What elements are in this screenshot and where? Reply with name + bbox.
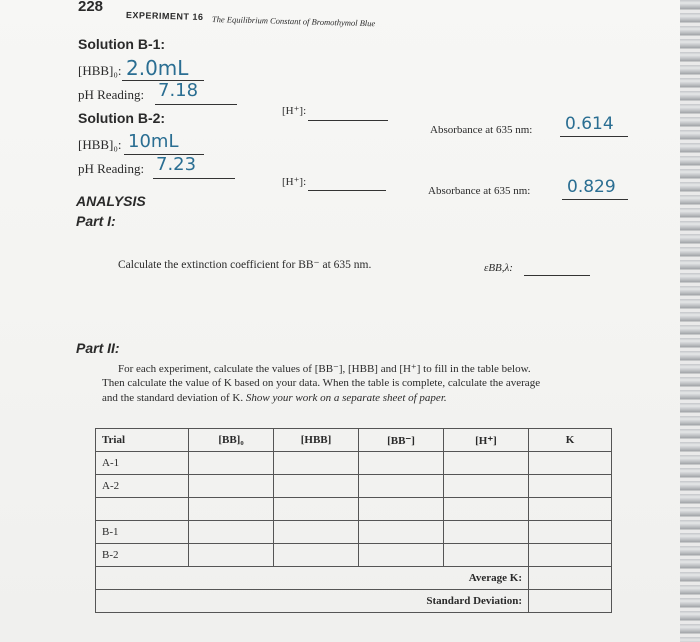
b2-h-label: [H⁺]: — [282, 176, 307, 188]
input-cell[interactable] — [274, 544, 359, 567]
input-cell[interactable] — [189, 498, 274, 521]
input-cell[interactable] — [529, 544, 612, 567]
b1-hbb-label: [HBB]₀: — [78, 63, 122, 78]
part2-line-1: For each experiment, calculate the values of [BB⁻], [HBB] and [H⁺] to fill in the table below. — [118, 363, 531, 375]
header-bb-minus: [BB⁻] — [359, 429, 444, 452]
input-cell[interactable] — [359, 544, 444, 567]
input-cell[interactable] — [529, 521, 612, 544]
header-bb0: [BB]₀ — [189, 429, 274, 452]
notebook-spiral-edge — [680, 0, 700, 642]
epsilon-line — [524, 275, 590, 276]
table-row — [96, 452, 612, 475]
input-cell[interactable] — [529, 498, 612, 521]
b1-ph-label: pH Reading: — [78, 87, 145, 102]
input-cell[interactable] — [189, 475, 274, 498]
trial-cell: B-1 — [96, 521, 189, 544]
part2-line-3-text: and the standard deviation of K. — [102, 392, 246, 404]
part2-heading: Part II: — [76, 340, 120, 356]
input-cell[interactable] — [444, 498, 529, 521]
input-cell[interactable] — [274, 498, 359, 521]
part2-line-3-italic: Show your work on a separate sheet of paper. — [245, 392, 447, 404]
stdev-cell[interactable] — [529, 590, 612, 613]
trial-cell: A-2 — [96, 475, 189, 498]
average-k-label: Average K: — [96, 567, 529, 590]
b1-absorbance-label: Absorbance at 635 nm: — [430, 124, 533, 136]
b1-h-line — [308, 120, 388, 121]
b2-hbb-value: 10mL — [128, 131, 179, 152]
b2-ph-label: pH Reading: — [78, 161, 145, 176]
b2-ph-line — [153, 178, 235, 179]
stdev-label: Standard Deviation: — [96, 590, 529, 613]
input-cell[interactable] — [444, 521, 529, 544]
header-trial: Trial — [96, 429, 189, 452]
b2-h-line — [308, 190, 386, 191]
analysis-heading: ANALYSIS — [76, 193, 146, 209]
b2-absorbance-value: 0.829 — [567, 177, 616, 197]
table-row — [96, 475, 612, 498]
part1-heading: Part I: — [76, 213, 116, 229]
b1-ph-value: 7.18 — [158, 80, 199, 101]
input-cell[interactable] — [529, 452, 612, 475]
table-header-row — [96, 429, 612, 452]
experiment-title: The Equilibrium Constant of Bromothymol Blue — [211, 14, 376, 29]
input-cell[interactable] — [359, 452, 444, 475]
header-hbb: [HBB] — [274, 429, 359, 452]
trial-cell — [96, 498, 189, 521]
b1-absorbance-line — [560, 136, 628, 137]
input-cell[interactable] — [189, 544, 274, 567]
b1-absorbance-value: 0.614 — [565, 114, 614, 134]
experiment-label: EXPERIMENT 16 — [125, 10, 204, 23]
header-k: K — [529, 429, 612, 452]
epsilon-label: εBB,λ: — [484, 262, 513, 274]
header-h-plus: [H⁺] — [444, 429, 529, 452]
b1-ph-line — [155, 104, 237, 105]
average-k-cell[interactable] — [529, 567, 612, 590]
input-cell[interactable] — [189, 521, 274, 544]
input-cell[interactable] — [359, 475, 444, 498]
page-number: 228 — [78, 0, 104, 15]
trial-cell: A-1 — [96, 452, 189, 475]
input-cell[interactable] — [444, 544, 529, 567]
solution-b2-heading: Solution B-2: — [78, 110, 166, 126]
b2-hbb-label: [HBB]₀: — [78, 137, 122, 152]
table-row-stdev — [96, 590, 612, 613]
part1-instruction: Calculate the extinction coefficient for BB⁻ at 635 nm. — [118, 259, 372, 271]
part2-line-2: Then calculate the value of K based on your data. When the table is complete, calculate the average — [102, 377, 541, 389]
trial-cell: B-2 — [96, 544, 189, 567]
b2-absorbance-label: Absorbance at 635 nm: — [428, 185, 531, 197]
table-row — [96, 521, 612, 544]
part2-line-3 — [102, 392, 447, 404]
table-row — [96, 544, 612, 567]
table-row-average — [96, 567, 612, 590]
results-table — [95, 428, 612, 613]
solution-b1-heading: Solution B-1: — [78, 36, 166, 52]
b1-hbb-value: 2.0mL — [126, 56, 189, 80]
input-cell[interactable] — [529, 475, 612, 498]
input-cell[interactable] — [274, 452, 359, 475]
input-cell[interactable] — [444, 452, 529, 475]
input-cell[interactable] — [274, 475, 359, 498]
input-cell[interactable] — [359, 521, 444, 544]
input-cell[interactable] — [189, 452, 274, 475]
b2-absorbance-line — [562, 199, 628, 200]
b1-h-label: [H⁺]: — [282, 105, 307, 117]
input-cell[interactable] — [274, 521, 359, 544]
table-row — [96, 498, 612, 521]
input-cell[interactable] — [359, 498, 444, 521]
input-cell[interactable] — [444, 475, 529, 498]
b2-ph-value: 7.23 — [156, 154, 197, 175]
